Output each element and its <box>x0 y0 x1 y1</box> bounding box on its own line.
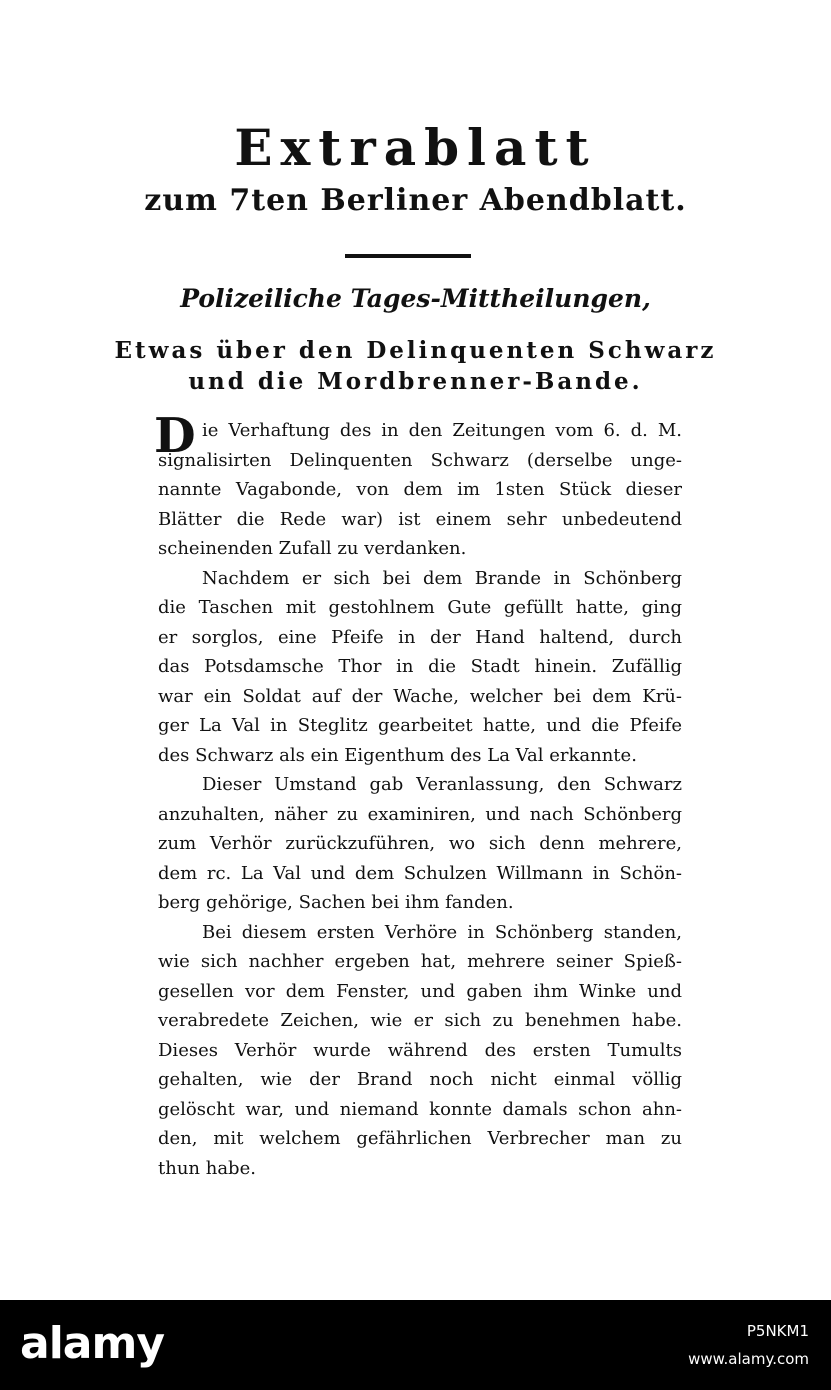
text-line: des Schwarz als ein Eigenthum des La Val erkannte. <box>158 744 637 766</box>
title-divider <box>345 254 471 258</box>
text-line: Blätter die Rede war) ist einem sehr unbedeutend <box>158 508 682 530</box>
text-line: das Potsdamsche Thor in die Stadt hinein. Zufällig <box>158 656 682 677</box>
document-subtitle: zum 7ten Berliner Abendblatt. <box>144 183 687 218</box>
text-line: ger La Val in Steglitz gearbeitet hatte, und die Pfeife <box>158 715 682 736</box>
image-id: P5NKM1 <box>746 1322 809 1340</box>
text-line-content: ie Verhaftung des in den Zeitungen vom 6. d. M. <box>202 420 682 441</box>
text-line: die Taschen mit gestohlnem Gute gefüllt hatte, ging <box>158 597 682 618</box>
text-line: signalisirten Delinquenten Schwarz (derselbe unge- <box>158 449 682 471</box>
article-heading-line-2: und die Mordbrenner-Bande. <box>188 368 643 395</box>
text-line: scheinenden Zufall zu verdanken. <box>158 538 467 559</box>
article-heading-line-1: Etwas über den Delinquenten Schwarz <box>114 337 717 364</box>
watermark-banner <box>0 1300 831 1390</box>
text-line: anzuhalten, näher zu examiniren, und nach Schönberg <box>158 803 682 825</box>
text-line: Nachdem er sich bei dem Brande in Schönberg <box>202 567 682 589</box>
text-line: den, mit welchem gefährlichen Verbrecher man zu <box>158 1128 682 1149</box>
text-line: Dieser Umstand gab Veranlassung, den Schwarz <box>202 774 682 795</box>
text-line: wie sich nachher ergeben hat, mehrere seiner Spieß- <box>158 951 682 972</box>
text-line: gesellen vor dem Fenster, und gaben ihm Winke und <box>158 980 682 1002</box>
document-title: Extrablatt <box>234 118 597 177</box>
article-body <box>154 408 682 1183</box>
text-line: gelöscht war, und niemand konnte damals schon ahn- <box>158 1098 682 1120</box>
text-line: nannte Vagabonde, von dem im 1sten Stück dieser <box>158 479 682 500</box>
text-line: er sorglos, eine Pfeife in der Hand haltend, durch <box>158 626 682 648</box>
text-line: Bei diesem ersten Verhöre in Schönberg standen, <box>202 921 682 943</box>
alamy-logo: alamy <box>20 1318 164 1369</box>
text-line: berg gehörige, Sachen bei ihm fanden. <box>158 892 514 913</box>
text-line: thun habe. <box>158 1157 256 1179</box>
text-line: gehalten, wie der Brand noch nicht einmal völlig <box>158 1069 682 1090</box>
section-title: Polizeiliche Tages-Mittheilungen, <box>180 284 651 313</box>
site-url: www.alamy.com <box>688 1350 809 1368</box>
text-line: Dieses Verhör wurde während des ersten Tumults <box>158 1039 682 1061</box>
text-line: war ein Soldat auf der Wache, welcher bei dem Krü- <box>158 685 682 707</box>
text-line: verabredete Zeichen, wie er sich zu benehmen habe. <box>158 1010 682 1031</box>
text-line: zum Verhör zurückzuführen, wo sich denn mehrere, <box>158 833 682 854</box>
text-line: dem rc. La Val und dem Schulzen Willmann in Schön- <box>158 862 682 884</box>
drop-cap: D <box>154 408 196 464</box>
